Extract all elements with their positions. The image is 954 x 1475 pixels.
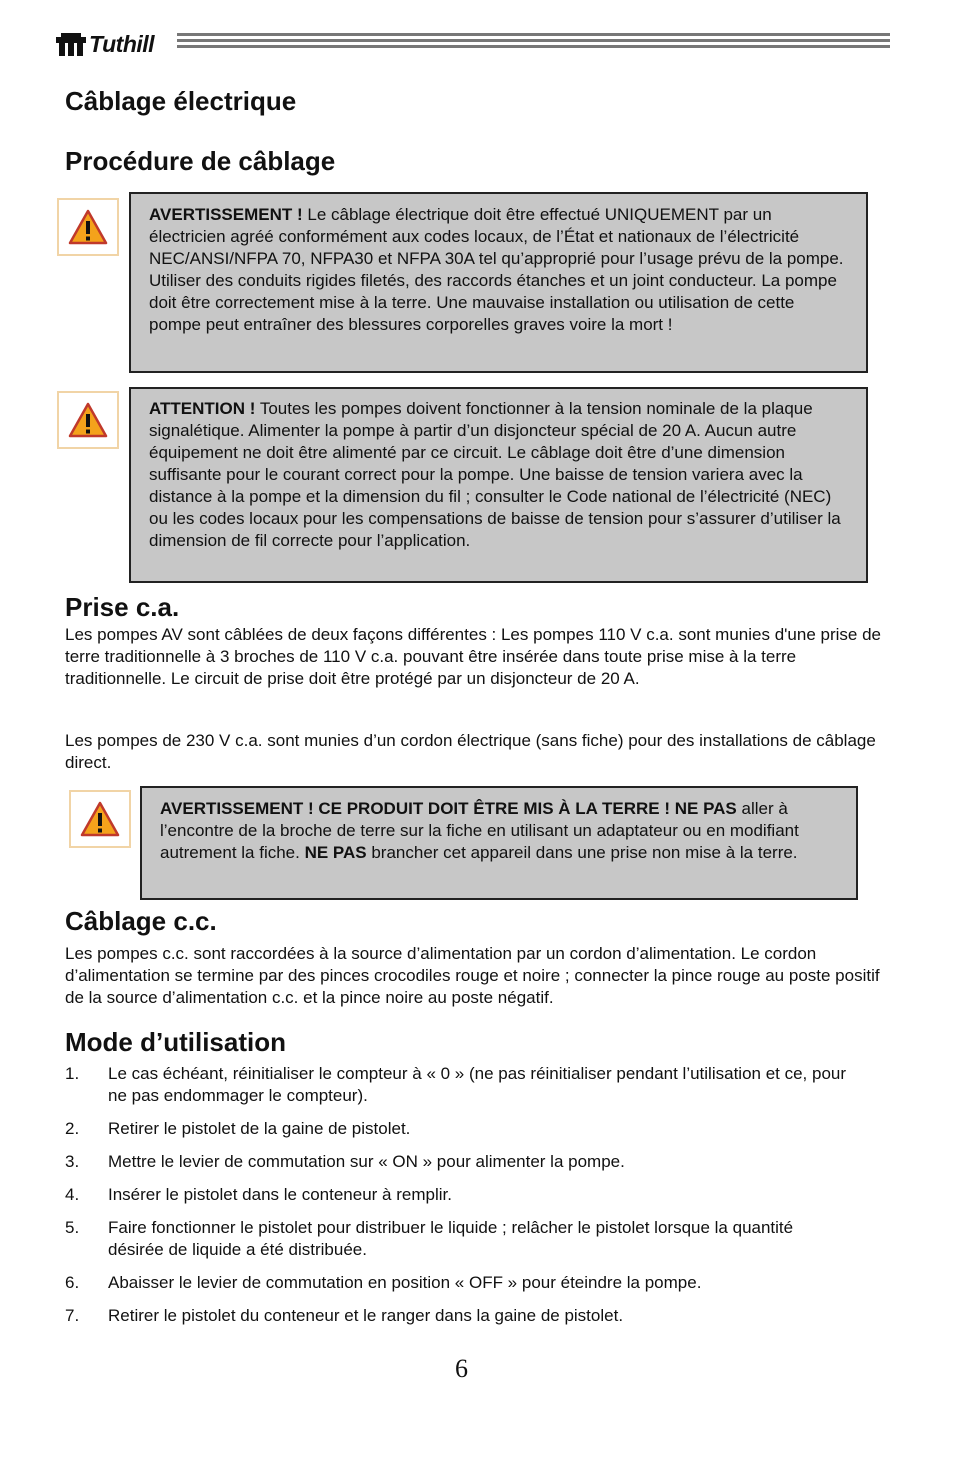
warning-triangle-icon xyxy=(67,208,109,246)
attention-text: ATTENTION ! Toutes les pompes doivent fonctionner à la tension nominale de la plaque signalétique. Alimenter la pompe à partir d’un disjoncteur spécial de 20 A. Aucun autre équipement ne doit être alimenté par ce circuit. Le câblage doit être d’une dimension suffisante pour le courant correct pour la pompe. Une baisse de tension variera avec la distance à la pompe et la dimension du fil ; consulter le Code national de l’électricité (NEC) ou les codes locaux pour les compensations de baisse de tension pour s’assurer d’utiliser la dimension de fil correcte pour l’application. xyxy=(149,399,841,550)
title-ac-plug: Prise c.a. xyxy=(65,592,180,622)
list-item: 4. Insérer le pistolet dans le conteneur à remplir. xyxy=(65,1185,452,1204)
operation-steps-list xyxy=(65,1063,885,1338)
ground-warning-text: AVERTISSEMENT ! CE PRODUIT DOIT ÊTRE MIS À LA TERRE ! NE PAS aller à l’encontre de la broche de terre sur la fiche en utilisant un adaptateur ou en modifiant autrement la fiche. NE PAS brancher cet appareil dans une prise non mise à la terre. xyxy=(160,799,799,862)
list-item: 5. Faire fonctionner le pistolet pour distribuer le liquide ; relâcher le pistolet lorsque la quantité désirée de liquide a été distribuée. xyxy=(65,1218,794,1259)
warning-icon-frame xyxy=(69,790,131,848)
list-item: 3. Mettre le levier de commutation sur « ON » pour alimenter la pompe. xyxy=(65,1152,625,1171)
warning-icon-frame xyxy=(57,198,119,256)
brand-logo xyxy=(55,30,154,58)
list-item: 1. Le cas échéant, réinitialiser le compteur à « 0 » (ne pas réinitialiser pendant l’utilisation et ce, pour ne pas endommager le compteur). xyxy=(65,1064,847,1105)
ac-paragraph: Les pompes AV sont câblées de deux façons différentes : Les pompes 110 V c.a. sont munies d'une prise de terre traditionnelle à 3 broches de 110 V c.a. pouvant être insérée dans toute prise mise à la terre traditionnelle. Le circuit de prise doit être protégé par un disjoncteur de 20 A. xyxy=(65,625,881,688)
dc-paragraph: Les pompes c.c. sont raccordées à la source d’alimentation par un cordon d’alimentation. Le cordon d’alimentation se termine par des pinces crocodiles rouge et noire ; connecter la pince rouge au poste positif de la source d’alimentation c.c. et la pince noire au poste négatif. xyxy=(65,944,880,1007)
list-item: 2. Retirer le pistolet de la gaine de pistolet. xyxy=(65,1119,411,1138)
page-number: 6 xyxy=(455,1354,468,1383)
header-rule xyxy=(177,45,890,48)
tuthill-logo-mark-icon xyxy=(55,31,87,57)
ac-paragraph: Les pompes de 230 V c.a. sont munies d’un cordon électrique (sans fiche) pour des installations de câblage direct. xyxy=(65,731,876,772)
title-wiring-procedure: Procédure de câblage xyxy=(65,146,336,176)
warning-triangle-icon xyxy=(67,401,109,439)
warning-triangle-icon xyxy=(79,800,121,838)
title-electrical-wiring: Câblage électrique xyxy=(65,86,297,116)
warning-icon-frame xyxy=(57,391,119,449)
attention-label: ATTENTION ! xyxy=(149,399,256,418)
page-header xyxy=(55,30,890,58)
header-rule xyxy=(177,39,890,42)
list-item: 7. Retirer le pistolet du conteneur et le ranger dans la gaine de pistolet. xyxy=(65,1306,624,1325)
attention-box-voltage xyxy=(129,387,868,583)
header-rule xyxy=(177,33,890,36)
warning-box-ground xyxy=(140,786,858,900)
ground-warning-label: AVERTISSEMENT ! CE PRODUIT DOIT ÊTRE MIS À LA TERRE ! NE PAS xyxy=(160,799,737,818)
brand-name: Tuthill xyxy=(89,30,155,57)
title-operation: Mode d’utilisation xyxy=(65,1027,286,1057)
warning-box-wiring xyxy=(129,192,868,373)
warning-text: AVERTISSEMENT ! Le câblage électrique doit être effectué UNIQUEMENT par un électricien agréé conformément aux codes locaux, de l’État et nationaux de l’électricité NEC/ANSI/NFPA 70, NFPA30 et NFPA 30A tel qu’approprié pour l’usage prévu de la pompe. Utiliser des conduits rigides filetés, des raccords étanches et un joint conducteur. La pompe doit être correctement mise à la terre. Une mauvaise installation ou utilisation de cette pompe peut entraîner des blessures corporelles graves voire la mort ! xyxy=(149,205,844,334)
list-item: 6. Abaisser le levier de commutation en position « OFF » pour éteindre la pompe. xyxy=(65,1273,702,1292)
warning-label: AVERTISSEMENT ! xyxy=(149,205,303,224)
title-dc-wiring: Câblage c.c. xyxy=(65,906,217,936)
